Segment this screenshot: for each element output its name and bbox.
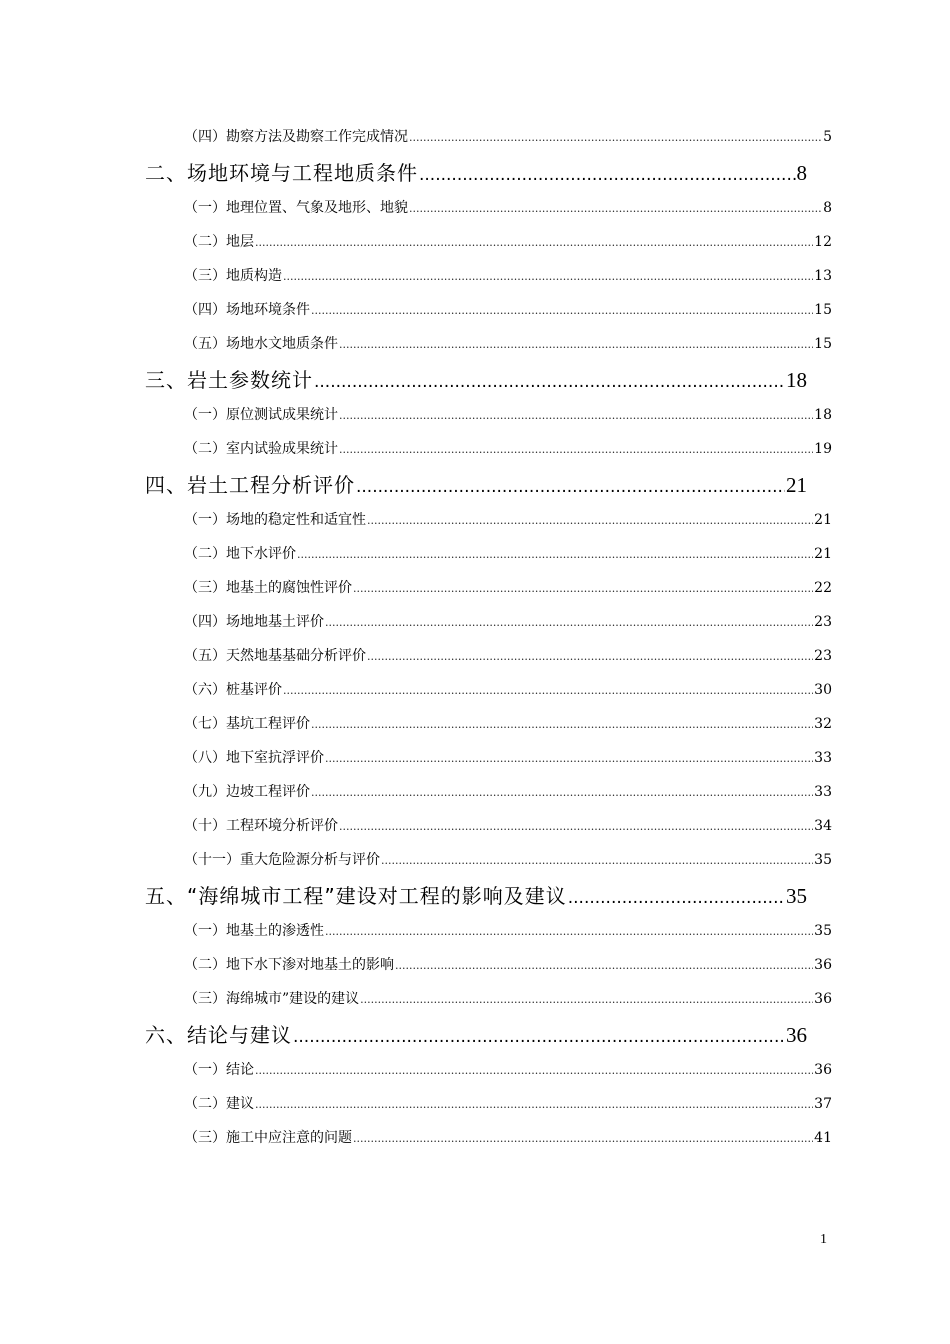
toc-entry-title: 四、岩土工程分析评价 — [145, 473, 355, 497]
toc-leader — [339, 409, 813, 422]
toc-leader — [311, 718, 813, 731]
toc-entry-title: （九）边坡工程评价 — [184, 784, 310, 800]
toc-entry-page: 23 — [814, 648, 832, 664]
toc-entry-page: 30 — [814, 682, 832, 698]
toc-entry-page: 33 — [814, 750, 832, 766]
toc-leader — [255, 1098, 813, 1111]
toc-entry[interactable] — [184, 333, 832, 353]
toc-entry-title: （二）地下水评价 — [184, 546, 296, 562]
toc-leader — [356, 477, 785, 497]
toc-leader — [339, 820, 813, 833]
toc-entry[interactable] — [184, 126, 832, 146]
toc-entry-page: 22 — [814, 580, 832, 596]
toc-entry[interactable] — [184, 438, 832, 458]
toc-entry-title: （三）地基土的腐蚀性评价 — [184, 580, 352, 596]
toc-entry-title: （一）原位测试成果统计 — [184, 407, 338, 423]
toc-leader — [395, 959, 813, 972]
toc-entry[interactable] — [184, 404, 832, 424]
toc-entry[interactable] — [184, 679, 832, 699]
toc-leader — [293, 1027, 785, 1047]
toc-entry-page: 35 — [814, 852, 832, 868]
toc-entry-page: 21 — [786, 473, 807, 497]
toc-entry[interactable] — [184, 849, 832, 869]
toc-leader — [325, 925, 813, 938]
toc-entry[interactable] — [145, 157, 807, 185]
toc-leader — [409, 131, 822, 144]
toc-entry[interactable] — [184, 815, 832, 835]
toc-entry-title: （三）地质构造 — [184, 268, 282, 284]
toc-leader — [419, 165, 796, 185]
toc-entry-title: 五、“海绵城市工程”建设对工程的影响及建议 — [145, 884, 567, 908]
toc-leader — [409, 202, 822, 215]
toc-leader — [353, 1132, 813, 1145]
toc-leader — [325, 752, 813, 765]
toc-entry-title: （二）室内试验成果统计 — [184, 441, 338, 457]
toc-leader — [314, 372, 785, 392]
toc-entry-page: 35 — [786, 884, 807, 908]
toc-entry-page: 18 — [786, 368, 807, 392]
toc-entry-page: 36 — [786, 1023, 807, 1047]
toc-leader — [311, 786, 813, 799]
toc-leader — [283, 270, 813, 283]
toc-entry[interactable] — [184, 577, 832, 597]
toc-leader — [353, 582, 813, 595]
toc-entry-title: （一）结论 — [184, 1062, 254, 1078]
toc-entry-page: 21 — [814, 546, 832, 562]
toc-entry-page: 36 — [814, 957, 832, 973]
toc-leader — [367, 514, 813, 527]
toc-entry[interactable] — [184, 265, 832, 285]
toc-entry-page: 37 — [814, 1096, 832, 1112]
toc-entry-page: 15 — [814, 302, 832, 318]
toc-entry[interactable] — [145, 1019, 807, 1047]
toc-leader — [339, 443, 813, 456]
toc-entry-title: （十一）重大危险源分析与评价 — [184, 852, 380, 868]
toc-entry[interactable] — [184, 1093, 832, 1113]
toc-entry-title: （四）勘察方法及勘察工作完成情况 — [184, 129, 408, 145]
toc-entry[interactable] — [184, 988, 832, 1008]
toc-entry-page: 15 — [814, 336, 832, 352]
toc-entry-page: 5 — [823, 129, 832, 145]
toc-leader — [311, 304, 813, 317]
toc-entry[interactable] — [184, 920, 832, 940]
toc-entry-title: （六）桩基评价 — [184, 682, 282, 698]
toc-entry-title: （二）地下水下渗对地基土的影响 — [184, 957, 394, 973]
toc-entry-title: （十）工程环境分析评价 — [184, 818, 338, 834]
toc-entry[interactable] — [184, 611, 832, 631]
toc-leader — [283, 684, 813, 697]
toc-entry-title: （五）天然地基基础分析评价 — [184, 648, 366, 664]
toc-entry-page: 35 — [814, 923, 832, 939]
toc-entry[interactable] — [184, 747, 832, 767]
toc-entry-page: 18 — [814, 407, 832, 423]
toc-entry-title: （三）施工中应注意的问题 — [184, 1130, 352, 1146]
toc-entry-title: （一）地基土的渗透性 — [184, 923, 324, 939]
toc-leader — [339, 338, 813, 351]
toc-leader — [297, 548, 813, 561]
toc-entry[interactable] — [184, 543, 832, 563]
toc-entry[interactable] — [184, 781, 832, 801]
toc-entry-page: 36 — [814, 991, 832, 1007]
toc-entry-title: （四）场地环境条件 — [184, 302, 310, 318]
toc-entry[interactable] — [184, 509, 832, 529]
toc-leader — [568, 888, 785, 908]
toc-entry-page: 13 — [814, 268, 832, 284]
page-number: 1 — [820, 1232, 827, 1247]
toc-entry-title: （四）场地地基土评价 — [184, 614, 324, 630]
toc-entry-page: 34 — [814, 818, 832, 834]
toc-entry-title: （二）建议 — [184, 1096, 254, 1112]
toc-entry-title: （一）地理位置、气象及地形、地貌 — [184, 200, 408, 216]
toc-entry-page: 36 — [814, 1062, 832, 1078]
toc-entry-page: 41 — [814, 1130, 832, 1146]
toc-entry-page: 33 — [814, 784, 832, 800]
toc-entry-title: 六、结论与建议 — [145, 1023, 292, 1047]
toc-leader — [325, 616, 813, 629]
toc-entry[interactable] — [184, 1127, 832, 1147]
toc-entry-title: （八）地下室抗浮评价 — [184, 750, 324, 766]
toc-entry-page: 12 — [814, 234, 832, 250]
toc-entry-title: （七）基坑工程评价 — [184, 716, 310, 732]
toc-entry-page: 8 — [823, 200, 832, 216]
toc-leader — [381, 854, 813, 867]
toc-leader — [367, 650, 813, 663]
toc-entry-title: （五）场地水文地质条件 — [184, 336, 338, 352]
toc-entry-page: 21 — [814, 512, 832, 528]
toc-entry[interactable] — [145, 469, 807, 497]
toc-leader — [255, 1064, 813, 1077]
toc-entry[interactable] — [184, 713, 832, 733]
toc-entry[interactable] — [184, 1059, 832, 1079]
toc-entry[interactable] — [184, 197, 832, 217]
toc-entry-title: （三）海绵城市”建设的建议 — [184, 991, 360, 1007]
toc-entry[interactable] — [184, 645, 832, 665]
toc-entry-page: 23 — [814, 614, 832, 630]
toc-leader — [255, 236, 813, 249]
toc-entry[interactable] — [184, 231, 832, 251]
toc-entry-title: 三、岩土参数统计 — [145, 368, 313, 392]
toc-leader — [360, 993, 813, 1006]
toc-entry[interactable] — [184, 299, 832, 319]
toc-entry[interactable] — [184, 954, 832, 974]
toc-entry-title: （一）场地的稳定性和适宜性 — [184, 512, 366, 528]
toc-entry-page: 8 — [796, 161, 807, 185]
toc-entry-title: （二）地层 — [184, 234, 254, 250]
toc-entry[interactable] — [145, 364, 807, 392]
toc-entry-title: 二、场地环境与工程地质条件 — [145, 161, 418, 185]
toc-entry[interactable] — [145, 880, 807, 908]
toc-entry-page: 32 — [814, 716, 832, 732]
toc-entry-page: 19 — [814, 441, 832, 457]
